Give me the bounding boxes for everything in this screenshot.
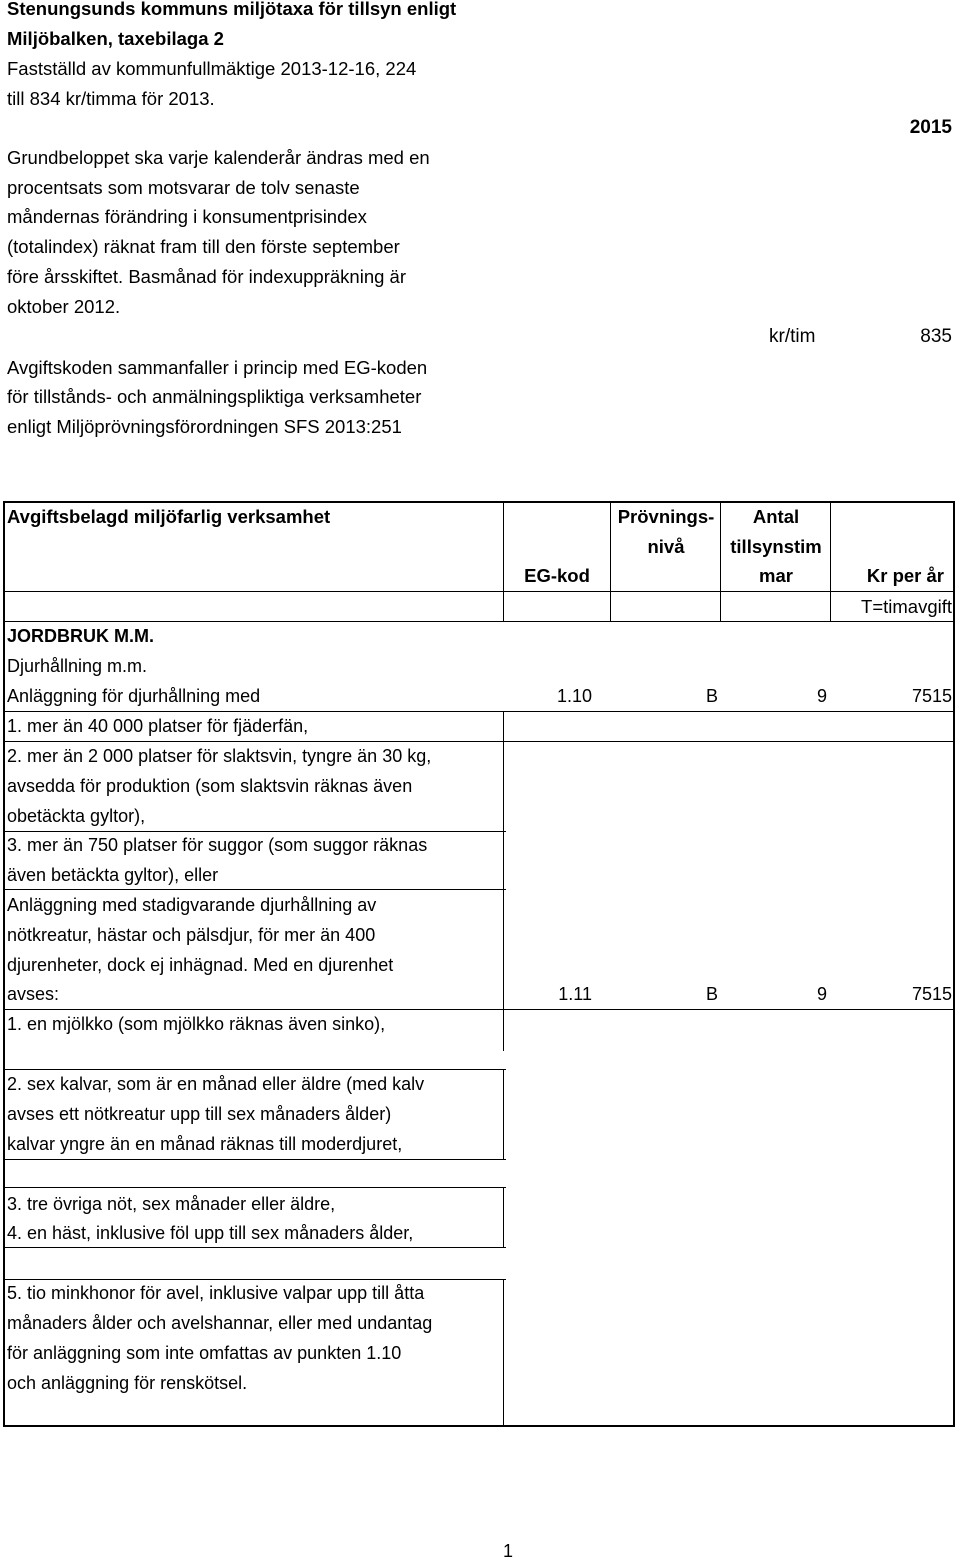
table-row-text: 5. tio minkhonor för avel, inklusive valpar upp till åtta: [7, 1283, 425, 1303]
eg-code-cell: 1.11: [558, 984, 592, 1004]
hourly-rate-unit: kr/tim: [769, 326, 816, 347]
table-row-text: avses ett nötkreatur upp till sex månaders ålder): [7, 1104, 392, 1124]
table-row-text: 4. en häst, inklusive föl upp till sex månaders ålder,: [7, 1223, 414, 1243]
body-divider: [503, 1279, 504, 1427]
table-row-text: avsedda för produktion (som slaktsvin räknas även: [7, 776, 413, 796]
col-header-fee-note: T=timavgift: [861, 596, 952, 617]
index-paragraph-line: Grundbeloppet ska varje kalenderår ändras med en: [7, 147, 430, 168]
table-row-text: obetäckta gyltor),: [7, 806, 146, 826]
index-paragraph-line: oktober 2012.: [7, 296, 121, 317]
table-border-right: [953, 501, 955, 1427]
eg-code-cell: 1.10: [556, 686, 592, 706]
level-cell: B: [705, 984, 718, 1004]
section-heading: JORDBRUK M.M.: [7, 626, 154, 646]
row-line: [3, 1187, 506, 1188]
body-divider: [503, 1187, 504, 1247]
col-header-hours-line-1: Antal: [752, 506, 800, 527]
index-paragraph-line: (totalindex) räknat fram till den förste september: [7, 236, 400, 257]
hourly-rate-value: 835: [920, 326, 952, 347]
index-paragraph-line: före årsskiftet. Basmånad för indexuppräkning är: [7, 266, 406, 287]
table-row-text: 3. mer än 750 platser för suggor (som suggor räknas: [7, 835, 428, 855]
table-row-text: 1. mer än 40 000 platser för fjäderfän,: [7, 716, 309, 736]
page-number: 1: [503, 1541, 514, 1561]
document-title-line-1: Stenungsunds kommuns miljötaxa för tillsyn enligt: [7, 0, 457, 19]
col-header-fee: Kr per år: [866, 565, 944, 586]
table-row-text: Anläggning med stadigvarande djurhållning av: [7, 895, 377, 915]
adopted-note-line-2: till 834 kr/timma för 2013.: [7, 88, 215, 109]
code-paragraph-line: enligt Miljöprövningsförordningen SFS 2013:251: [7, 416, 402, 437]
col-header-hours-line-2: tillsynstim: [730, 536, 822, 557]
index-paragraph-line: måndernas förändring i konsumentprisindex: [7, 206, 367, 227]
subsection-heading: Djurhållning m.m.: [7, 656, 148, 676]
body-divider: [503, 1069, 504, 1159]
table-border-bottom: [3, 1425, 955, 1427]
table-row-text: och anläggning för renskötsel.: [7, 1373, 248, 1393]
code-paragraph-line: Avgiftskoden sammanfaller i princip med EG-koden: [7, 357, 428, 378]
table-row-text: för anläggning som inte omfattas av punkten 1.10: [7, 1343, 402, 1363]
table-row-text: 2. mer än 2 000 platser för slaktsvin, tyngre än 30 kg,: [7, 746, 432, 766]
adopted-note-line-1: Fastställd av kommunfullmäktige 2013-12-16, 224: [7, 58, 417, 79]
table-row-text: nötkreatur, hästar och pälsdjur, för mer än 400: [7, 925, 376, 945]
col-header-eg-code: EG-kod: [524, 565, 590, 586]
header-separator: [3, 591, 955, 592]
col-header-activity: Avgiftsbelagd miljöfarlig verksamhet: [7, 506, 331, 527]
level-cell: B: [705, 686, 718, 706]
col-header-hours-line-3: mar: [759, 565, 793, 586]
table-row-text: månaders ålder och avelshannar, eller med undantag: [7, 1313, 433, 1333]
table-row-text: Anläggning för djurhållning med: [7, 686, 261, 706]
table-row-text: 3. tre övriga nöt, sex månader eller äldre,: [7, 1194, 336, 1214]
code-paragraph-line: för tillstånds- och anmälningspliktiga verksamheter: [7, 386, 422, 407]
hours-cell: 9: [816, 984, 827, 1004]
table-row-text: avses:: [7, 984, 60, 1004]
col-header-level-line-1: Prövnings-: [617, 506, 715, 527]
col-header-level-line-2: nivå: [647, 536, 685, 557]
hours-cell: 9: [816, 686, 827, 706]
table-border-left: [3, 501, 5, 1427]
document-title-line-2: Miljöbalken, taxebilaga 2: [7, 28, 224, 49]
body-divider: [503, 711, 504, 1051]
table-row-text: 1. en mjölkko (som mjölkko räknas även sinko),: [7, 1014, 386, 1034]
fee-year: 2015: [909, 117, 952, 138]
row-line: [3, 1159, 506, 1160]
table-row-text: även betäckta gyltor), eller: [7, 865, 219, 885]
table-row-text: 2. sex kalvar, som är en månad eller äldre (med kalv: [7, 1074, 425, 1094]
index-paragraph-line: procentsats som motsvarar de tolv senaste: [7, 177, 360, 198]
fee-cell: 7515: [911, 984, 952, 1004]
table-row-text: kalvar yngre än en månad räknas till moderdjuret,: [7, 1134, 403, 1154]
table-row-text: djurenheter, dock ej inhägnad. Med en djurenhet: [7, 955, 394, 975]
fee-cell: 7515: [911, 686, 952, 706]
